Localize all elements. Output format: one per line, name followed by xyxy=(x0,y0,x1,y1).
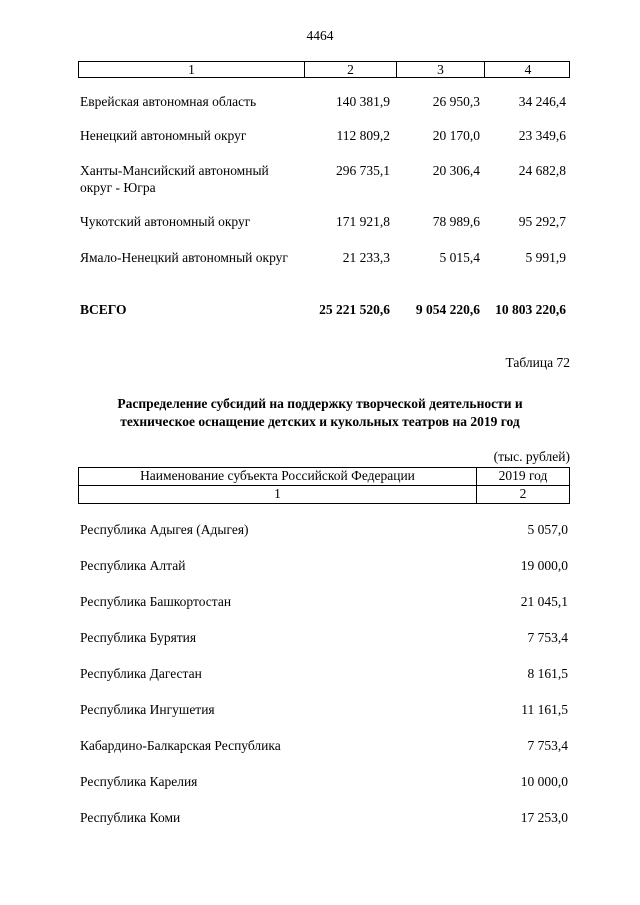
value-col-4: 24 682,8 xyxy=(518,163,566,178)
continuation-table-header xyxy=(78,61,570,78)
region-name: Республика Коми xyxy=(80,810,181,825)
region-name: Ненецкий автономный округ xyxy=(80,128,247,143)
units-label: (тыс. рублей) xyxy=(493,449,570,464)
table-number: Таблица 72 xyxy=(505,355,570,370)
value-col-2: 140 381,9 xyxy=(336,94,390,109)
header-col-2: 2 xyxy=(305,62,397,77)
header-num-2: 2 xyxy=(519,486,527,501)
value-col-3: 20 170,0 xyxy=(432,128,480,143)
header-col-1: 1 xyxy=(79,62,305,77)
value-col-4: 5 991,9 xyxy=(525,250,566,265)
region-name: Республика Ингушетия xyxy=(80,702,215,717)
header-num-1: 1 xyxy=(79,486,477,503)
region-name: Ханты-Мансийский автономный округ - Югра xyxy=(80,163,269,195)
header-col-3: 3 xyxy=(397,62,485,77)
subsidy-value: 7 753,4 xyxy=(527,630,568,645)
value-col-4: 34 246,4 xyxy=(518,94,566,109)
value-col-2: 171 921,8 xyxy=(336,214,390,229)
header-region-name: Наименование субъекта Российской Федерации xyxy=(79,468,477,485)
total-label: ВСЕГО xyxy=(80,302,127,317)
region-name: Чукотский автономный округ xyxy=(80,214,251,229)
total-col-3: 9 054 220,6 xyxy=(415,302,480,317)
region-name: Республика Бурятия xyxy=(80,630,197,645)
value-col-3: 5 015,4 xyxy=(439,250,480,265)
table-title xyxy=(0,395,640,431)
page-number: 4464 xyxy=(306,28,334,43)
region-name: Республика Алтай xyxy=(80,558,186,573)
header-row-numbers xyxy=(79,485,569,503)
header-col-4: 4 xyxy=(524,62,532,77)
header-year: 2019 год xyxy=(498,468,548,483)
region-name: Еврейская автономная область xyxy=(80,94,257,109)
subsidy-value: 7 753,4 xyxy=(527,738,568,753)
total-col-4: 10 803 220,6 xyxy=(495,302,566,317)
region-name: Кабардино-Балкарская Республика xyxy=(80,738,281,753)
value-col-3: 26 950,3 xyxy=(432,94,480,109)
title-line-1: Распределение субсидий на поддержку творческой деятельности и xyxy=(117,396,523,411)
subsidy-value: 17 253,0 xyxy=(520,810,568,825)
value-col-4: 95 292,7 xyxy=(518,214,566,229)
value-col-2: 112 809,2 xyxy=(336,128,390,143)
subsidy-value: 21 045,1 xyxy=(520,594,568,609)
subsidy-value: 5 057,0 xyxy=(527,522,568,537)
subsidy-value: 19 000,0 xyxy=(520,558,568,573)
value-col-2: 296 735,1 xyxy=(336,163,390,178)
region-name: Республика Дагестан xyxy=(80,666,202,681)
value-col-4: 23 349,6 xyxy=(518,128,566,143)
region-name: Ямало-Ненецкий автономный округ xyxy=(80,250,288,265)
value-col-3: 78 989,6 xyxy=(432,214,480,229)
region-name: Республика Карелия xyxy=(80,774,198,789)
subsidy-value: 10 000,0 xyxy=(520,774,568,789)
total-col-2: 25 221 520,6 xyxy=(319,302,390,317)
value-col-2: 21 233,3 xyxy=(342,250,390,265)
subsidy-value: 8 161,5 xyxy=(527,666,568,681)
subsidy-table-header xyxy=(78,467,570,504)
subsidy-value: 11 161,5 xyxy=(521,702,568,717)
title-line-2: техническое оснащение детских и кукольных театров на 2019 год xyxy=(120,414,520,429)
region-name: Республика Адыгея (Адыгея) xyxy=(80,522,249,537)
header-row-titles xyxy=(79,468,569,485)
region-name: Республика Башкортостан xyxy=(80,594,232,609)
value-col-3: 20 306,4 xyxy=(432,163,480,178)
